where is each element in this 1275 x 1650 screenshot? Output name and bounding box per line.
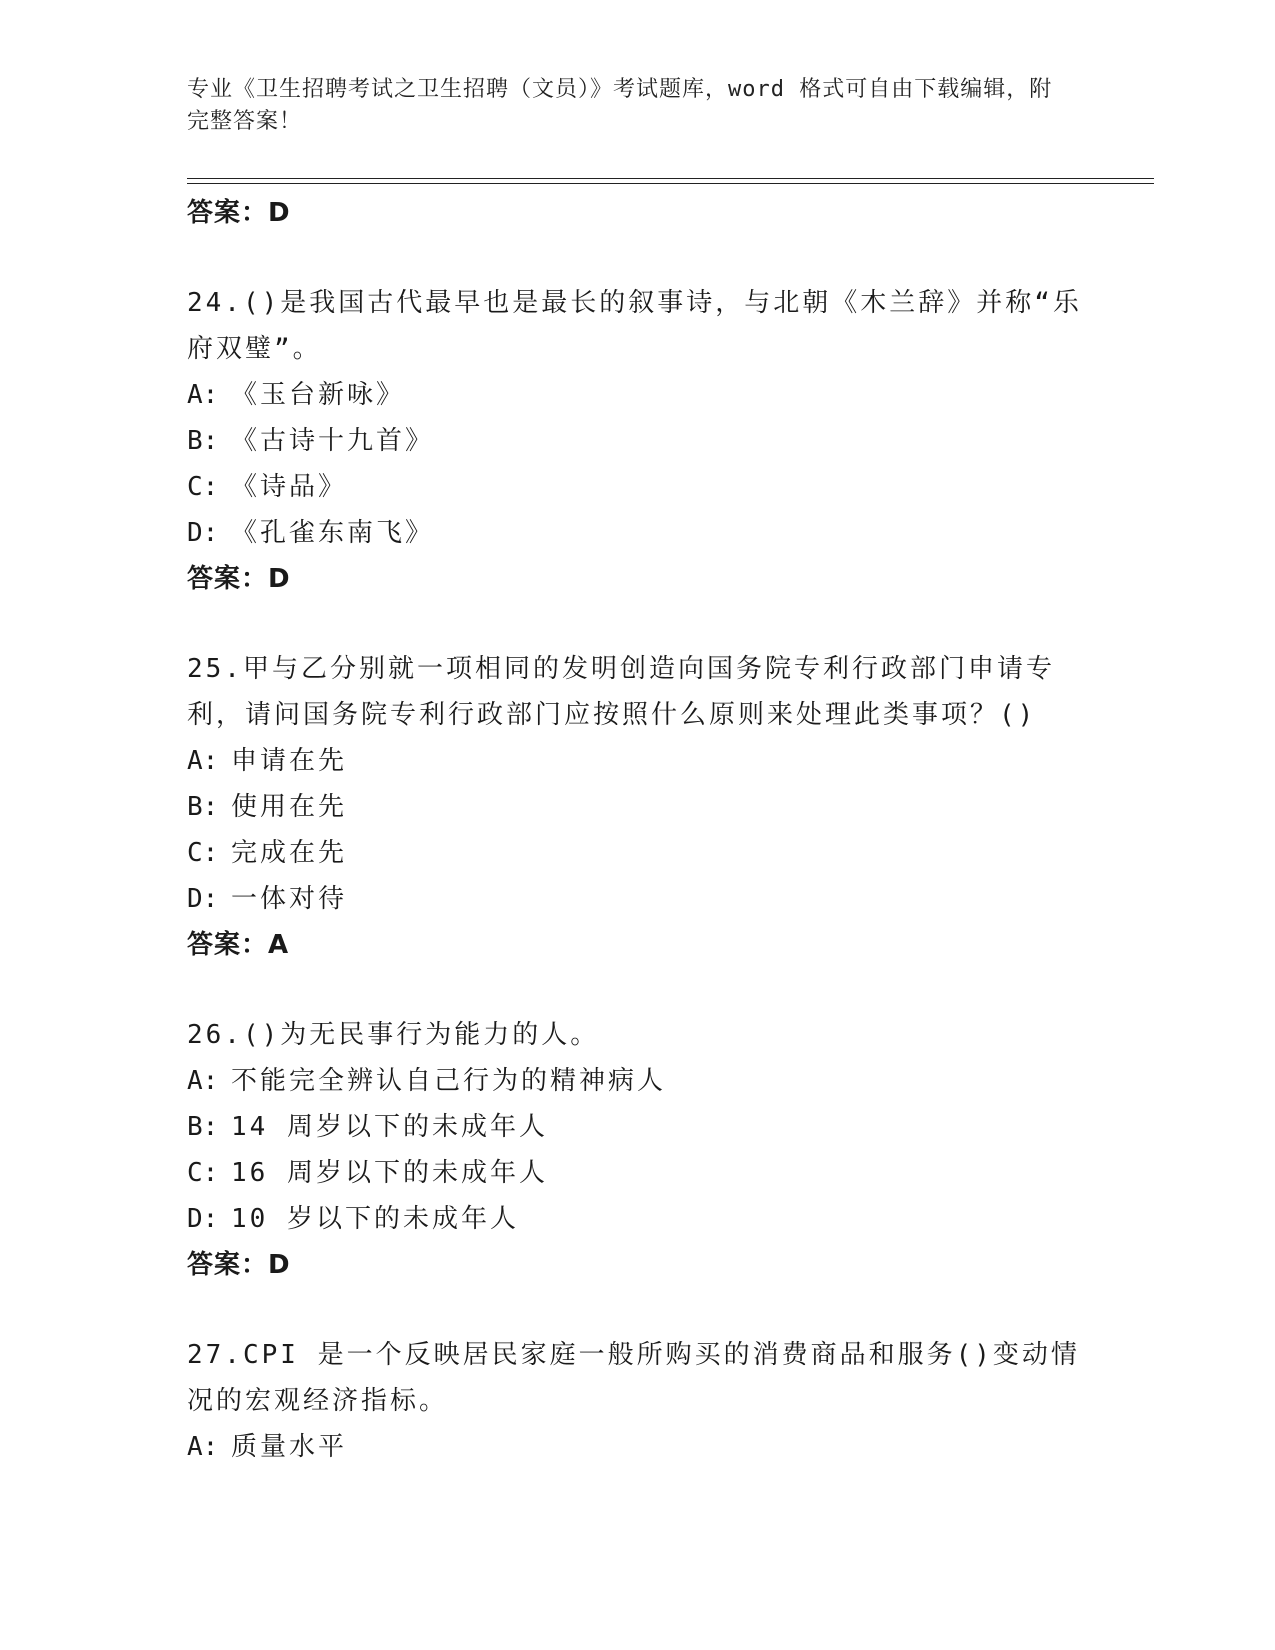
option-text: 《诗品》 [231,472,348,502]
option-letter: D: [187,884,219,914]
option-text: 《孔雀东南飞》 [231,518,435,548]
page-header: 专业《卫生招聘考试之卫生招聘（文员）》考试题库，word 格式可自由下载编辑，附完整答案！ [187,77,1053,134]
option-c [187,830,1087,876]
answer-line: 答案：D [187,1250,291,1280]
question-item [187,646,1087,968]
answer-line: 答案：D [187,198,291,228]
option-a [187,372,1087,418]
option-text: 一体对待 [231,884,348,914]
question-list [187,190,1087,1470]
header-rule-bottom [187,183,1154,184]
option-b [187,418,1087,464]
question-item [187,1332,1087,1470]
option-text: 《玉台新咏》 [231,380,406,410]
option-d [187,1196,1087,1242]
option-b [187,784,1087,830]
option-c [187,464,1087,510]
question-stem: 27.CPI 是一个反映居民家庭一般所购买的消费商品和服务()变动情况的宏观经济指标。 [187,1340,1080,1416]
option-letter: B: [187,792,219,822]
option-a [187,1058,1087,1104]
question-stem: 26.()为无民事行为能力的人。 [187,1020,600,1050]
option-text: 完成在先 [231,838,348,868]
option-text: 质量水平 [231,1432,348,1462]
option-text: 14 周岁以下的未成年人 [231,1112,548,1142]
option-letter: C: [187,838,219,868]
option-c [187,1150,1087,1196]
option-letter: B: [187,1112,219,1142]
option-letter: A: [187,1066,219,1096]
option-a [187,1424,1087,1470]
option-text: 使用在先 [231,792,348,822]
question-item [187,280,1087,602]
option-text: 不能完全辨认自己行为的精神病人 [231,1066,667,1096]
question-item [187,1012,1087,1288]
answer-line: 答案：D [187,564,291,594]
option-letter: D: [187,1204,219,1234]
option-text: 《古诗十九首》 [231,426,435,456]
option-text: 申请在先 [231,746,348,776]
option-letter: B: [187,426,219,456]
option-text: 16 周岁以下的未成年人 [231,1158,548,1188]
option-letter: A: [187,380,219,410]
question-stem: 25.甲与乙分别就一项相同的发明创造向国务院专利行政部门申请专利，请问国务院专利行政部门应按照什么原则来处理此类事项？() [187,654,1055,730]
option-letter: A: [187,746,219,776]
header-rule-top [187,178,1154,179]
option-d [187,876,1087,922]
option-letter: A: [187,1432,219,1462]
answer-line: 答案：A [187,930,290,960]
option-text: 10 岁以下的未成年人 [231,1204,519,1234]
question-stem: 24.()是我国古代最早也是最长的叙事诗，与北朝《木兰辞》并称“乐府双璧”。 [187,288,1082,364]
option-d [187,510,1087,556]
option-a [187,738,1087,784]
option-letter: C: [187,1158,219,1188]
option-letter: C: [187,472,219,502]
option-letter: D: [187,518,219,548]
option-b [187,1104,1087,1150]
